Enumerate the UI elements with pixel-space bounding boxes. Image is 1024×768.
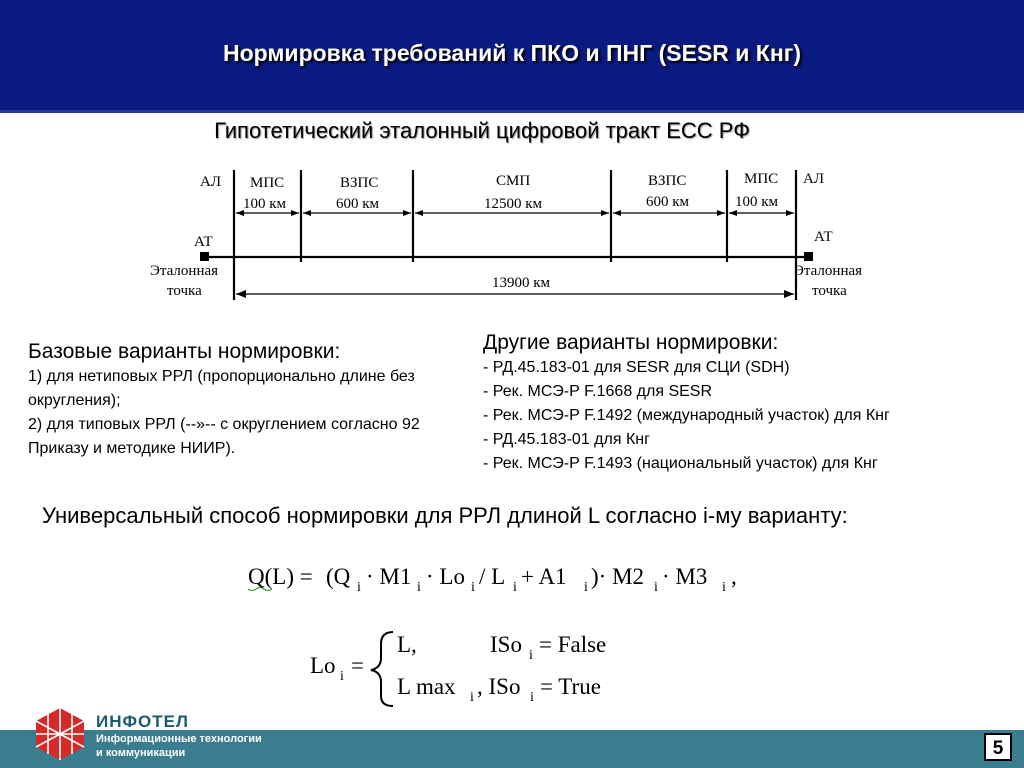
label-at-right: АТ <box>814 229 833 245</box>
lo-equals: = <box>351 653 364 678</box>
ref-point-left-line2: точка <box>167 283 202 299</box>
q-term-lo: · Lo <box>426 564 465 589</box>
other-variants-heading: Другие варианты нормировки: <box>483 331 779 354</box>
case2-left: L max <box>397 674 456 699</box>
case1-left: L, <box>397 632 417 657</box>
case1-value: = False <box>539 632 607 657</box>
length-smp: 12500 км <box>484 196 543 212</box>
lo-lhs: Lo <box>310 653 336 678</box>
label-smp: СМП <box>496 173 531 189</box>
other-variants-block <box>483 330 1023 476</box>
case2-iso: , ISo <box>477 674 521 699</box>
other-variant-item: - Рек. МСЭ-Р F.1493 (национальный участок) для Кнг <box>483 455 878 472</box>
slide-title: Нормировка требований к ПКО и ПНГ (SESR и Кнг) <box>223 40 801 66</box>
q-formula <box>248 564 737 595</box>
other-variant-item: - Рек. МСЭ-Р F.1668 для SESR <box>483 383 713 400</box>
q-term-l: / L <box>479 564 506 589</box>
q-lhs: Q(L) = <box>248 564 313 589</box>
lo-lhs-sub-i: i <box>340 669 344 684</box>
q-term-m2: )· M2 <box>591 564 645 589</box>
a1-sub-i: i <box>584 580 588 595</box>
length-vzps-left: 600 км <box>336 196 380 212</box>
ref-point-left-line1: Эталонная <box>150 263 219 279</box>
label-vzps-right: ВЗПС <box>648 173 687 189</box>
lo-formula <box>310 632 606 706</box>
q-term-m3: · M3 <box>662 564 708 589</box>
brand-name: ИНФОТЕЛ <box>96 712 189 731</box>
length-vzps-right: 600 км <box>646 194 690 210</box>
q-term-a1: + A1 <box>521 564 567 589</box>
header-bar <box>0 0 1024 113</box>
q-term-m1: · M1 <box>366 564 412 589</box>
m1-sub-i: i <box>417 580 421 595</box>
at-right-marker <box>804 252 813 261</box>
page-number: 5 <box>984 733 1012 761</box>
cases-brace <box>371 632 393 706</box>
case1-iso: ISo <box>490 632 522 657</box>
label-mps-left: МПС <box>250 175 285 191</box>
basic-variant-item: 1) для нетиповых РРЛ (пропорционально длине без округления); <box>28 368 415 409</box>
tagline-line-2: и коммуникации <box>96 747 186 759</box>
basic-variants-heading: Базовые варианты нормировки: <box>28 340 341 363</box>
label-total-length: 13900 км <box>492 275 551 291</box>
diagram-title: Гипотетический эталонный цифровой тракт ЕСС РФ <box>214 118 750 143</box>
other-variant-item: - РД.45.183-01 для Кнг <box>483 431 650 448</box>
infotel-logo-icon <box>34 706 86 762</box>
case2-sub-i: i <box>470 690 474 705</box>
lo-sub-i: i <box>471 580 475 595</box>
label-al-right: АЛ <box>803 171 825 187</box>
label-vzps-left: ВЗПС <box>340 175 379 191</box>
m2-sub-i: i <box>654 580 658 595</box>
m3-sub-i: i <box>722 580 726 595</box>
at-left-marker <box>200 252 209 261</box>
other-variant-item: - РД.45.183-01 для SESR для СЦИ (SDH) <box>483 359 790 376</box>
q-sub-i: i <box>357 580 361 595</box>
brand-tagline <box>96 732 262 760</box>
diagram-labels <box>150 171 862 299</box>
q-term-q: (Q <box>326 564 351 589</box>
length-mps-right: 100 км <box>735 194 779 210</box>
tagline-line-1: Информационные технологии <box>96 733 262 745</box>
label-at-left: АТ <box>194 234 213 250</box>
ref-point-right-line2: точка <box>812 283 847 299</box>
case1-iso-sub-i: i <box>529 648 533 663</box>
universal-method-heading: Универсальный способ нормировки для РРЛ длиной L согласно i-му варианту: <box>42 503 848 528</box>
label-mps-right: МПС <box>744 171 779 187</box>
basic-variant-item: 2) для типовых РРЛ (--»-- с округлением согласно 92 Приказу и методике НИИР). <box>28 416 420 457</box>
basic-variants-block <box>28 339 428 461</box>
other-variant-item: - Рек. МСЭ-Р F.1492 (международный участок) для Кнг <box>483 407 890 424</box>
label-al-left: АЛ <box>200 174 222 190</box>
case2-value: = True <box>540 674 601 699</box>
q-term-comma: , <box>731 564 737 589</box>
case2-iso-sub-i: i <box>530 690 534 705</box>
ref-point-right-line1: Эталонная <box>794 263 863 279</box>
reference-path-diagram <box>0 160 1024 310</box>
normalization-formula <box>0 540 1024 710</box>
length-mps-left: 100 км <box>243 196 287 212</box>
l-sub-i: i <box>513 580 517 595</box>
